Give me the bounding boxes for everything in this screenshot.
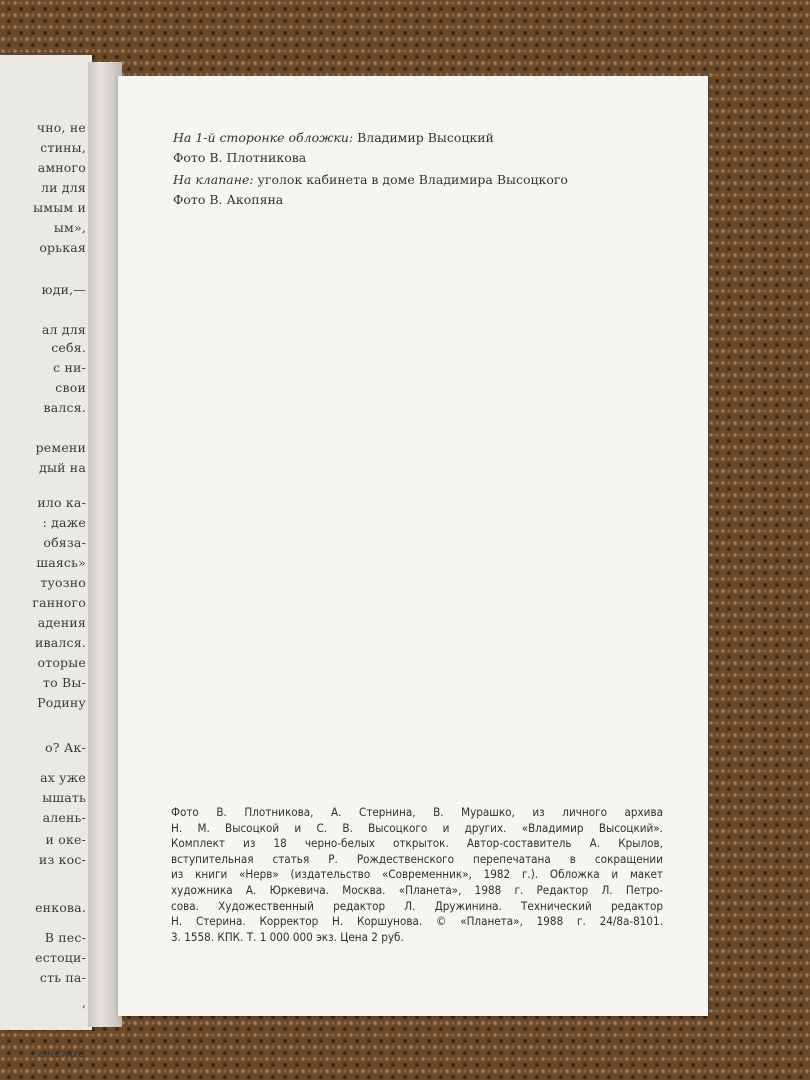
left-page-line: туозно [40,575,86,590]
cover-caption [173,129,494,146]
left-page-line: то Вы- [43,675,86,690]
imprint-line: художника А. Юркевича. Москва. «Планета», 1988 г. Редактор Л. Петро- [171,882,663,897]
left-page-line: из кос- [38,852,86,867]
left-page-line: стины, [40,140,86,155]
left-page-line: амного [37,160,86,175]
imprint-line: Фото В. Плотникова, А. Стернина, В. Мурашко, из личного архива [171,805,663,819]
left-page-line: себя. [51,340,86,355]
left-page-line: о? Ак- [45,740,86,755]
cover-caption-value: Владимир Высоцкий [357,130,494,145]
left-page-line: ганного [32,595,86,610]
left-page-line: ым», [53,220,86,235]
left-page-line: ило ка- [37,495,86,510]
book-spine [88,62,122,1027]
imprint-line: из книги «Нерв» (издательство «Современник», 1982 г.). Обложка и макет [171,867,663,882]
left-page-line: свои [55,380,86,395]
left-page-line: ышать [42,790,86,805]
left-page-line: енкова. [35,900,86,915]
left-page-line: естоци- [35,950,86,965]
imprint-block [171,805,663,945]
left-page-line: сть па- [39,970,86,985]
flap-caption-value: уголок кабинета в доме Владимира Высоцкого [257,172,568,187]
left-page-line: , [81,995,86,1010]
left-page-line: алень- [42,810,86,825]
left-page-line: обяза- [43,535,86,550]
left-page-line: оторые [37,655,86,670]
left-page-line: В пес- [44,930,86,945]
left-page-line: : даже [42,515,86,530]
left-page-line: адения [37,615,86,630]
left-page-line: енский [38,1045,86,1060]
cover-caption-label: На 1-й сторонке обложки: [173,130,354,145]
left-page-line: ремени [35,440,86,455]
cover-photo-credit: Фото В. Плотникова [173,150,307,165]
imprint-line: Н. М. Высоцкой и С. В. Высоцкого и других. «Владимир Высоцкий». [171,820,663,835]
imprint-line: Комплект из 18 черно-белых открыток. Автор-составитель А. Крылов, [171,836,663,851]
imprint-line: сова. Художественный редактор Л. Дружинина. Технический редактор [171,898,663,913]
main-page [118,76,708,1016]
left-page-line: шаясь» [36,555,86,570]
left-page-line: Родину [37,695,86,710]
left-page-line: ивался. [34,635,86,650]
left-page-line: дый на [39,460,86,475]
imprint-line: 3. 1558. КПК. Т. 1 000 000 экз. Цена 2 руб. [171,929,404,944]
left-page-line: чно, не [36,120,86,135]
imprint-line: Н. Стерина. Корректор Н. Коршунова. © «Планета», 1988 г. 24/8а-8101. [171,914,663,929]
left-page-line: юди,— [41,282,86,297]
left-page-line: орькая [39,240,86,255]
left-page-line: ал для [41,322,86,337]
flap-caption-label: На клапане: [173,172,254,187]
left-page-line: ах уже [40,770,86,785]
left-page-line: и оке- [45,832,86,847]
left-page-line: ымым и [33,200,86,215]
left-page-line: ли для [41,180,86,195]
imprint-line: вступительная статья Р. Рождественского перепечатана в сокращении [171,851,663,866]
left-page [0,55,92,1060]
left-page-line: вался. [43,400,86,415]
flap-photo-credit: Фото В. Акопяна [173,192,284,207]
left-page-line: с ни- [53,360,86,375]
flap-caption [173,171,568,188]
